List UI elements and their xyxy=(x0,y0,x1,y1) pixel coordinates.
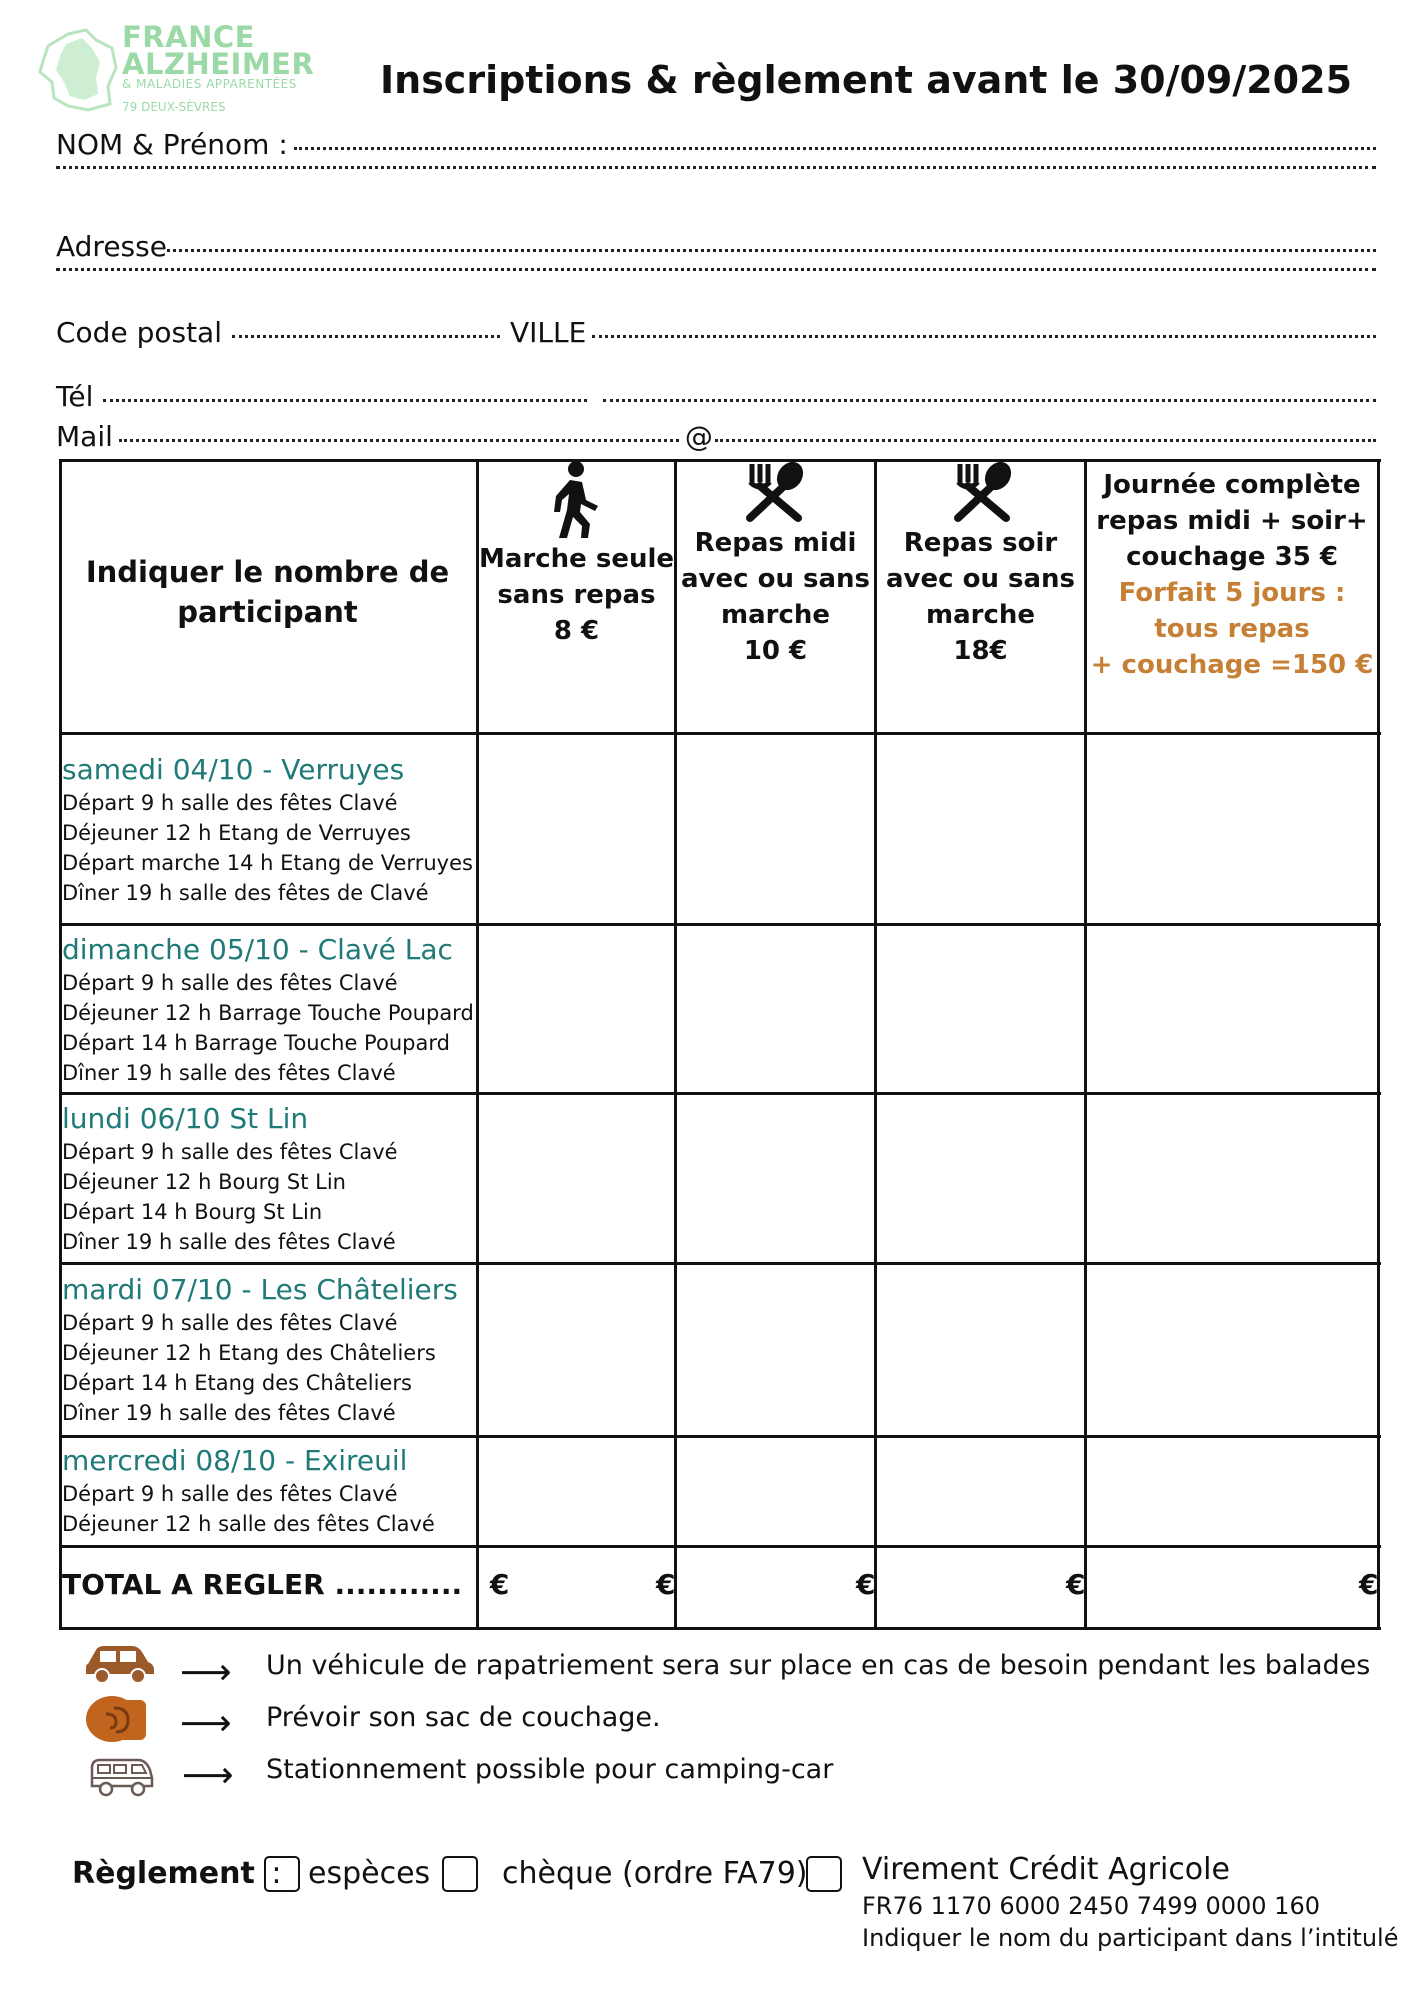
payment-label xyxy=(72,1856,281,1891)
input-cell-mon-full[interactable] xyxy=(1087,1095,1377,1262)
logo-text-subtitle: & MALADIES APPARENTÉES xyxy=(122,77,297,91)
page-title: Inscriptions & règlement avant le 30/09/2025 xyxy=(380,58,1353,102)
input-cell-mon-dinner[interactable] xyxy=(877,1095,1084,1262)
input-cell-total-full[interactable] xyxy=(1087,1548,1377,1627)
day-schedule-line: Départ 9 h salle des fêtes Clavé xyxy=(62,1311,398,1335)
iban-text: FR76 1170 6000 2450 7499 0000 160 xyxy=(862,1892,1320,1920)
header-lunch-line3: marche xyxy=(720,600,830,630)
transfer-hint: Indiquer le nom du participant dans l’intitulé xyxy=(862,1924,1399,1952)
name-field-row[interactable] xyxy=(56,128,1376,161)
cheque-checkbox[interactable] xyxy=(442,1856,478,1892)
input-cell-sat-full[interactable] xyxy=(1087,735,1377,923)
day-schedule-line: Dîner 19 h salle des fêtes de Clavé xyxy=(62,881,429,905)
name-field[interactable] xyxy=(294,147,1376,150)
phone-label: Tél xyxy=(56,380,94,413)
arrow-icon: ⟶ xyxy=(182,1755,234,1796)
note-sleeping-bag: Prévoir son sac de couchage. xyxy=(266,1702,661,1733)
header-dinner-line3: marche xyxy=(925,600,1035,630)
phone-field[interactable] xyxy=(103,399,587,402)
address-field-line2[interactable] xyxy=(56,268,1376,271)
input-cell-wed-walk[interactable] xyxy=(479,1438,674,1545)
day-title: samedi 04/10 - Verruyes xyxy=(62,753,405,786)
day-schedule-line: Départ 9 h salle des fêtes Clavé xyxy=(62,1140,398,1164)
day-schedule-line: Départ 9 h salle des fêtes Clavé xyxy=(62,791,398,815)
postal-city-row[interactable] xyxy=(56,316,1376,349)
day-row-monday xyxy=(62,1101,398,1257)
table-border-bottom xyxy=(59,1627,1381,1630)
transfer-label: Virement Crédit Agricole xyxy=(862,1852,1230,1887)
header-walk-line1: Marche seule xyxy=(479,544,675,574)
france-map-icon xyxy=(38,28,118,112)
header-full-day xyxy=(1087,467,1377,683)
cheque-label: chèque (ordre FA79) xyxy=(502,1856,808,1891)
logo-text-alzheimer: ALZHEIMER xyxy=(122,47,315,81)
day-title: lundi 06/10 St Lin xyxy=(62,1102,309,1135)
input-cell-tue-dinner[interactable] xyxy=(877,1265,1084,1435)
note-vehicle: Un véhicule de rapatriement sera sur place en cas de besoin pendant les balades xyxy=(266,1650,1371,1681)
arrow-icon: ⟶ xyxy=(180,1652,232,1693)
mail-user-field[interactable] xyxy=(119,439,679,442)
postal-code-field[interactable] xyxy=(232,335,500,338)
header-lunch xyxy=(677,525,874,669)
day-schedule-line: Déjeuner 12 h Etang des Châteliers xyxy=(62,1341,436,1365)
header-dinner-line1: Repas soir xyxy=(903,528,1058,558)
total-full-euro: € xyxy=(1359,1568,1379,1601)
day-title: dimanche 05/10 - Clavé Lac xyxy=(62,933,453,966)
input-cell-tue-walk[interactable] xyxy=(479,1265,674,1435)
total-label-text: TOTAL A REGLER ............ xyxy=(62,1568,463,1601)
day-row-saturday xyxy=(62,752,473,908)
header-lunch-price: 10 € xyxy=(743,636,808,666)
car-icon xyxy=(84,1642,156,1688)
day-schedule-line: Déjeuner 12 h Bourg St Lin xyxy=(62,1170,346,1194)
header-participants: Indiquer le nombre de participant xyxy=(85,555,450,629)
day-schedule-line: Déjeuner 12 h salle des fêtes Clavé xyxy=(62,1512,435,1536)
total-euro-sign: € xyxy=(489,1568,510,1601)
input-cell-sat-walk[interactable] xyxy=(479,735,674,923)
logo-text-france: FRANCE xyxy=(122,20,255,54)
header-package-price: + couchage =150 € xyxy=(1090,650,1374,680)
postal-code-label: Code postal xyxy=(56,316,222,349)
header-lunch-line1: Repas midi xyxy=(694,528,857,558)
arrow-icon: ⟶ xyxy=(180,1703,232,1744)
total-lunch-euro: € xyxy=(856,1568,876,1601)
mail-field-row[interactable] xyxy=(56,420,1376,453)
input-cell-sun-lunch[interactable] xyxy=(677,926,874,1092)
input-cell-wed-lunch[interactable] xyxy=(677,1438,874,1545)
input-cell-tue-full[interactable] xyxy=(1087,1265,1377,1435)
phone-field-2[interactable] xyxy=(603,399,1376,402)
payment-label-colon: : xyxy=(271,1856,282,1891)
header-walk-line2: sans repas xyxy=(497,580,656,610)
address-field-continuation[interactable] xyxy=(56,272,1376,275)
organization-logo xyxy=(38,20,315,122)
header-dinner xyxy=(877,525,1084,669)
fork-spoon-icon xyxy=(742,460,808,526)
input-cell-total-lunch[interactable] xyxy=(677,1548,874,1627)
city-field[interactable] xyxy=(592,335,1376,338)
day-title: mardi 07/10 - Les Châteliers xyxy=(62,1273,458,1306)
header-dinner-price: 18€ xyxy=(953,636,1008,666)
input-cell-sat-dinner[interactable] xyxy=(877,735,1084,923)
address-field[interactable] xyxy=(167,249,1376,252)
input-cell-mon-lunch[interactable] xyxy=(677,1095,874,1262)
header-full-line1: Journée complète xyxy=(1103,470,1361,500)
total-walk-euro: € xyxy=(656,1568,676,1601)
day-schedule-line: Déjeuner 12 h Etang de Verruyes xyxy=(62,821,411,845)
day-row-wednesday xyxy=(62,1443,435,1539)
day-schedule-line: Dîner 19 h salle des fêtes Clavé xyxy=(62,1401,396,1425)
day-row-tuesday xyxy=(62,1272,458,1428)
table-border-right xyxy=(1377,459,1380,1630)
header-package-line1: Forfait 5 jours : xyxy=(1118,578,1346,608)
header-full-line2: repas midi + soir+ xyxy=(1096,506,1368,536)
day-schedule-line: Départ 9 h salle des fêtes Clavé xyxy=(62,971,398,995)
header-full-price: couchage 35 € xyxy=(1126,542,1338,572)
input-cell-sun-full[interactable] xyxy=(1087,926,1377,1092)
input-cell-tue-lunch[interactable] xyxy=(677,1265,874,1435)
total-dinner-euro: € xyxy=(1066,1568,1086,1601)
day-schedule-line: Dîner 19 h salle des fêtes Clavé xyxy=(62,1061,396,1085)
day-title: mercredi 08/10 - Exireuil xyxy=(62,1444,408,1477)
address-label: Adresse xyxy=(56,230,167,263)
name-field-continuation[interactable] xyxy=(56,170,1376,173)
camper-van-icon xyxy=(88,1756,156,1802)
header-lunch-line2: avec ou sans xyxy=(680,564,871,594)
day-schedule-line: Départ 14 h Etang des Châteliers xyxy=(62,1371,412,1395)
day-schedule-line: Déjeuner 12 h Barrage Touche Poupard xyxy=(62,1001,474,1025)
total-label xyxy=(62,1568,509,1601)
header-package-line2: tous repas xyxy=(1154,614,1310,644)
input-cell-wed-dinner[interactable] xyxy=(877,1438,1084,1545)
input-cell-mon-walk[interactable] xyxy=(479,1095,674,1262)
input-cell-wed-full[interactable] xyxy=(1087,1438,1377,1545)
header-walk-only xyxy=(479,541,674,649)
sleeping-bag-icon xyxy=(84,1694,150,1748)
city-label: VILLE xyxy=(510,316,587,349)
transfer-checkbox[interactable] xyxy=(806,1856,842,1892)
mail-label: Mail xyxy=(56,420,113,453)
payment-label-text: Règlement xyxy=(72,1856,255,1891)
input-cell-sat-lunch[interactable] xyxy=(677,735,874,923)
table-border-top xyxy=(59,459,1381,462)
day-row-sunday xyxy=(62,932,474,1088)
name-field-line2[interactable] xyxy=(56,166,1376,169)
note-camper: Stationnement possible pour camping-car xyxy=(266,1754,834,1785)
cash-label: espèces xyxy=(308,1856,431,1891)
mail-at-sign: @ xyxy=(684,420,713,453)
day-schedule-line: Départ marche 14 h Etang de Verruyes xyxy=(62,851,473,875)
header-walk-price: 8 € xyxy=(553,616,600,646)
mail-domain-field[interactable] xyxy=(715,439,1376,442)
address-field-row[interactable] xyxy=(56,230,1376,263)
day-schedule-line: Départ 14 h Barrage Touche Poupard xyxy=(62,1031,450,1055)
day-schedule-line: Dîner 19 h salle des fêtes Clavé xyxy=(62,1230,396,1254)
header-dinner-line2: avec ou sans xyxy=(885,564,1076,594)
day-schedule-line: Départ 9 h salle des fêtes Clavé xyxy=(62,1482,398,1506)
cash-checkbox[interactable] xyxy=(264,1856,300,1892)
input-cell-sun-walk[interactable] xyxy=(479,926,674,1092)
input-cell-total-dinner[interactable] xyxy=(877,1548,1084,1627)
fork-spoon-icon xyxy=(950,460,1016,526)
walking-person-icon xyxy=(540,460,606,544)
name-label: NOM & Prénom : xyxy=(56,128,288,161)
input-cell-sun-dinner[interactable] xyxy=(877,926,1084,1092)
day-schedule-line: Départ 14 h Bourg St Lin xyxy=(62,1200,323,1224)
logo-text-region: 79 DEUX-SÈVRES xyxy=(122,100,226,114)
phone-field-row[interactable] xyxy=(56,380,1376,413)
